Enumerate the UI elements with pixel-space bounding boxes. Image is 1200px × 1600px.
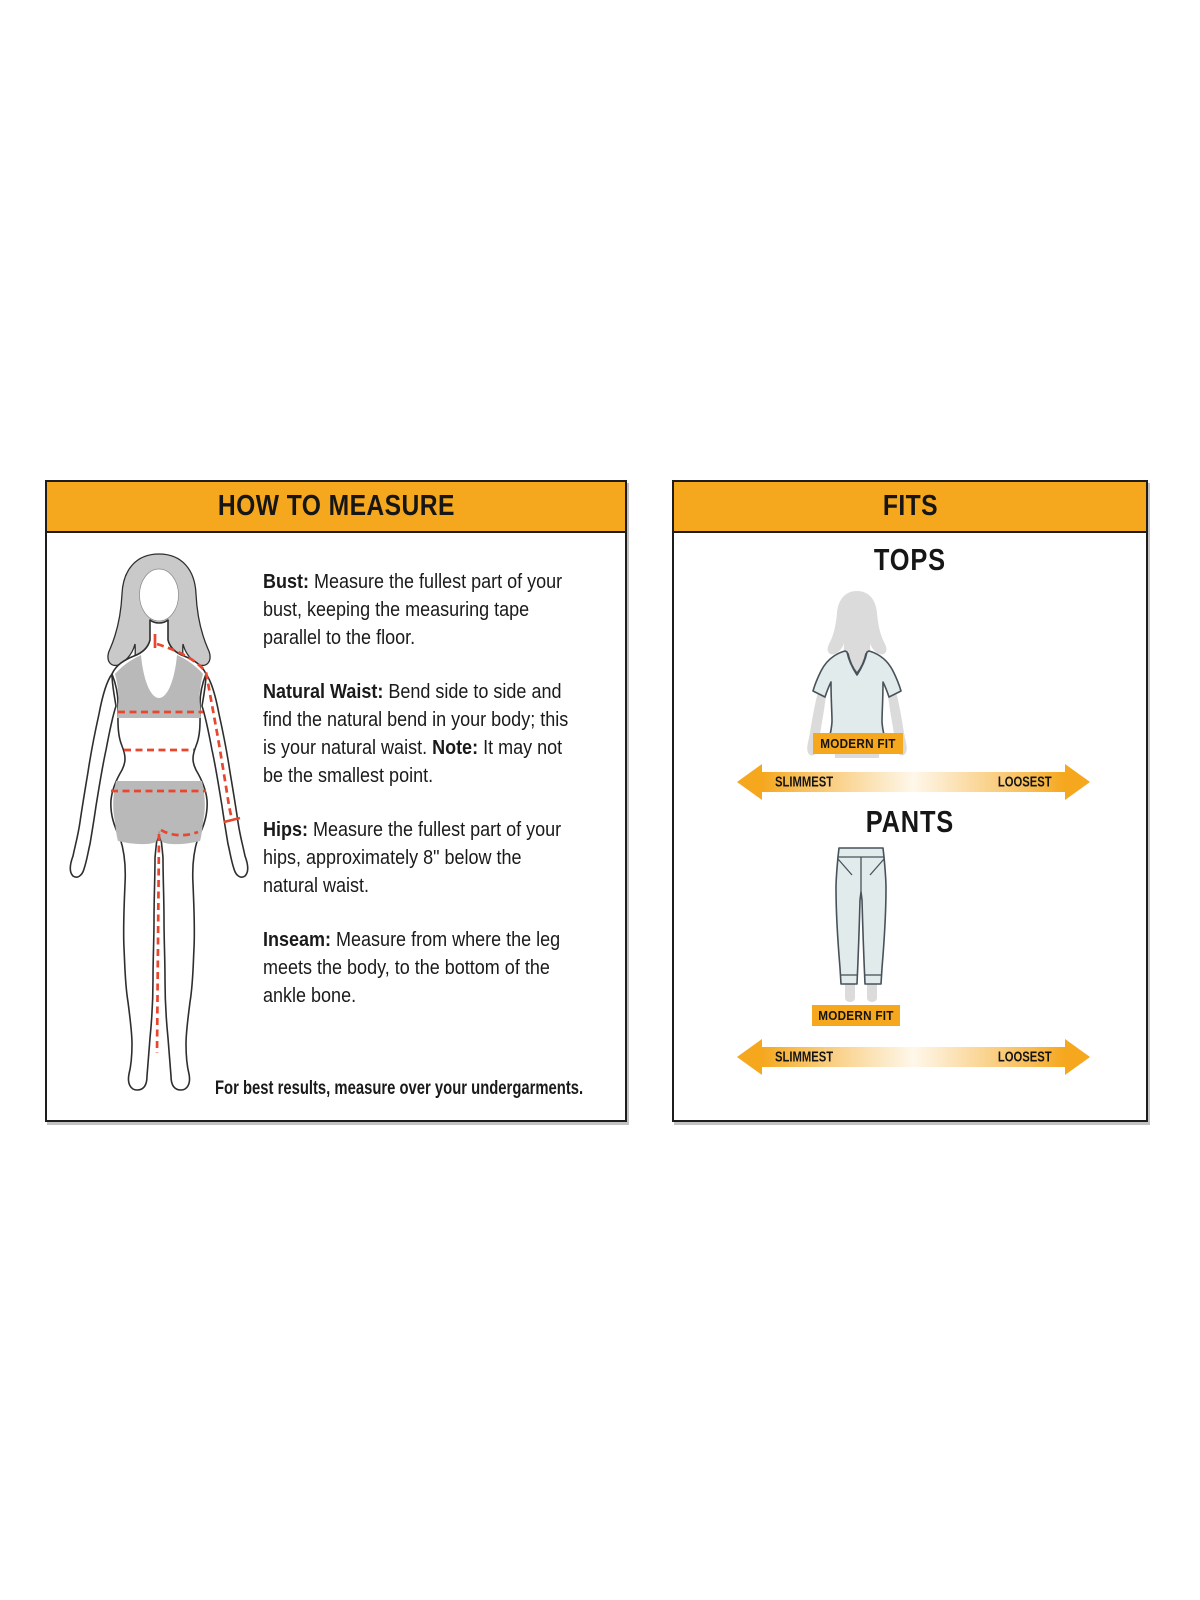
tops-fit-badge: MODERN FIT (813, 733, 903, 754)
fits-title: FITS (882, 490, 938, 522)
tops-slimmest-label: SLIMMEST (775, 773, 834, 791)
pants-figure (825, 844, 897, 1006)
fits-panel (672, 480, 1148, 1122)
how-to-measure-header (47, 482, 625, 533)
best-results-note: For best results, measure over your undergarments. (215, 1078, 584, 1099)
hips-paragraph: Hips: Measure the fullest part of your hips, approximately 8" below the natural waist. (263, 819, 562, 897)
measurement-instructions (263, 568, 576, 1036)
inseam-paragraph: Inseam: Measure from where the leg meets the body, to the bottom of the ankle bone. (263, 929, 561, 1007)
left-arm (70, 674, 116, 877)
pants-slimmest-label: SLIMMEST (775, 1048, 834, 1066)
female-silhouette-diagram (64, 548, 254, 1096)
pants-garment-illustration (825, 844, 897, 1006)
face (140, 569, 179, 621)
tops-fit-range-arrow (737, 764, 1090, 800)
bust-paragraph: Bust: Measure the fullest part of your bust, keeping the measuring tape parallel to the floor. (263, 571, 563, 649)
how-to-measure-panel (45, 480, 627, 1122)
arrow-left-point (737, 1039, 762, 1075)
pants-heading: PANTS (865, 804, 955, 839)
pants-fit-badge: MODERN FIT (812, 1005, 900, 1026)
tops-fit-gradient-bar (762, 772, 1065, 792)
tops-heading: TOPS (873, 542, 947, 577)
arrow-left-point (737, 764, 762, 800)
pants-fit-range-arrow (737, 1039, 1090, 1075)
arrow-right-point (1065, 764, 1090, 800)
natural-waist-paragraph: Natural Waist: Bend side to side and find the natural bend in your body; this is your natural waist. Note: It may not be the smallest point. (263, 681, 569, 787)
fits-header (674, 482, 1146, 533)
pants-fit-gradient-bar (762, 1047, 1065, 1067)
measurement-figure (64, 548, 254, 1096)
pants-loosest-label: LOOSEST (998, 1048, 1052, 1066)
arrow-right-point (1065, 1039, 1090, 1075)
tops-loosest-label: LOOSEST (998, 773, 1052, 791)
inseam-measure-line (157, 834, 159, 1053)
how-to-measure-title: HOW TO MEASURE (217, 490, 455, 522)
